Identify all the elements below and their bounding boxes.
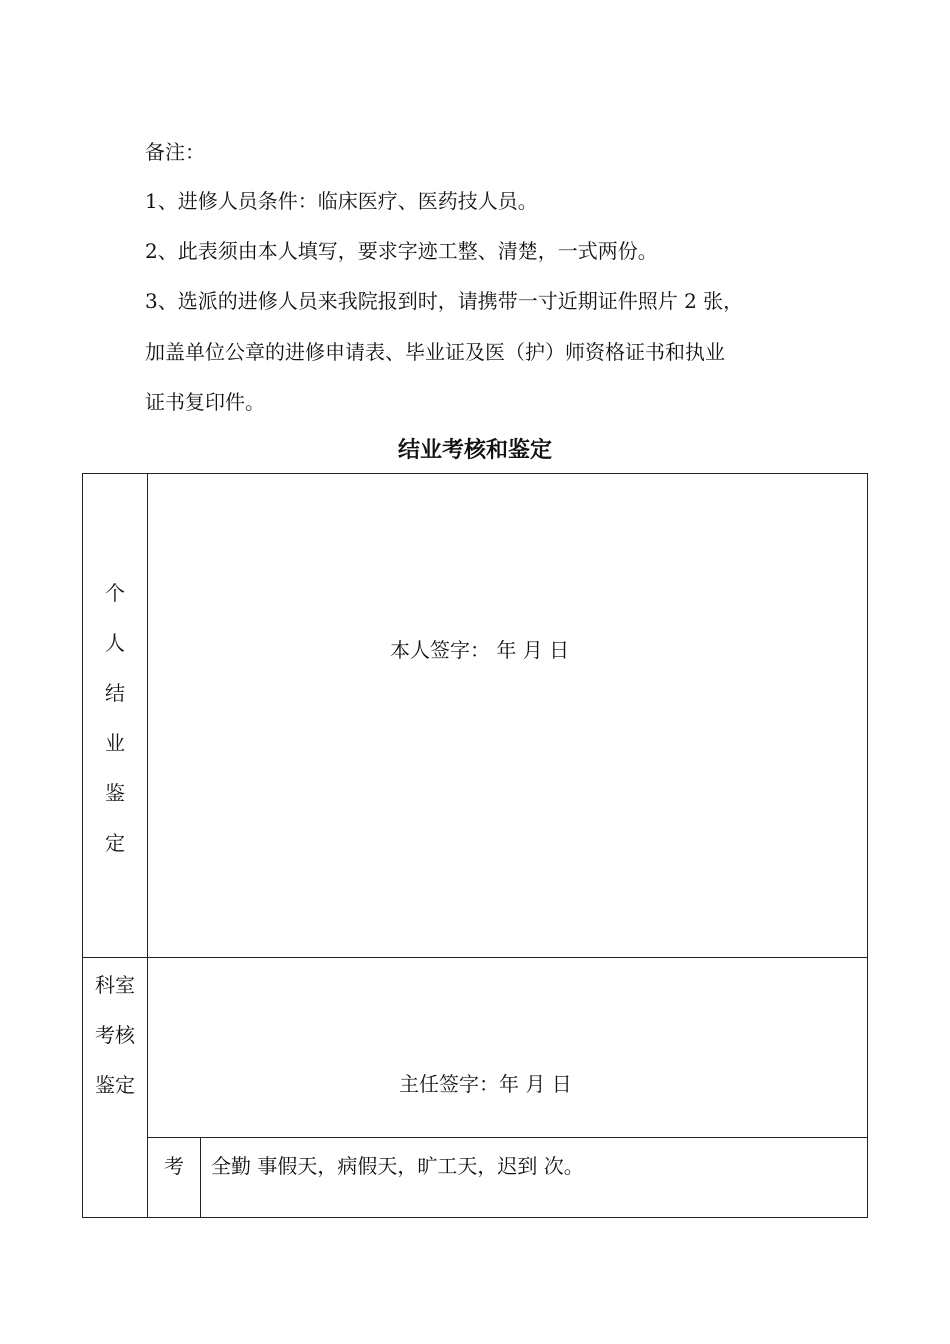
personal-signature-line: 本人签字： 年 月 日 [390, 638, 570, 662]
attendance-record: 全勤 事假天，病假天，旷工天，迟到 次。 [211, 1154, 584, 1178]
section-title: 结业考核和鉴定 [397, 438, 552, 463]
label-char: 人 [105, 631, 125, 655]
label-line: 鉴定 [95, 1073, 135, 1097]
label-char: 个 [105, 581, 125, 605]
notes-heading: 备注： [145, 140, 205, 164]
label-line: 科室 [95, 973, 135, 997]
label-char: 业 [105, 731, 125, 755]
personal-evaluation-label [82, 580, 148, 880]
department-evaluation-label [82, 972, 148, 1122]
director-signature-line: 主任签字：年 月 日 [399, 1072, 572, 1096]
label-line: 考核 [95, 1023, 135, 1047]
evaluation-table [82, 473, 868, 1218]
table-row-divider-personal [82, 957, 868, 958]
label-char: 鉴 [105, 781, 125, 805]
attendance-label: 考 [164, 1154, 184, 1178]
note-item-3-line-2: 加盖单位公章的进修申请表、毕业证及医（护）师资格证书和执业 [145, 340, 725, 364]
note-item-3-line-1: 3、选派的进修人员来我院报到时，请携带一寸近期证件照片 2 张， [145, 289, 744, 313]
label-char: 结 [105, 681, 125, 705]
table-row-divider-attendance [147, 1137, 868, 1138]
label-char: 定 [105, 831, 125, 855]
note-item-2: 2、此表须由本人填写，要求字迹工整、清楚，一式两份。 [145, 239, 658, 263]
note-item-1: 1、进修人员条件：临床医疗、医药技人员。 [145, 189, 538, 213]
attendance-label-divider [200, 1137, 201, 1218]
note-item-3-line-3: 证书复印件。 [145, 390, 265, 414]
